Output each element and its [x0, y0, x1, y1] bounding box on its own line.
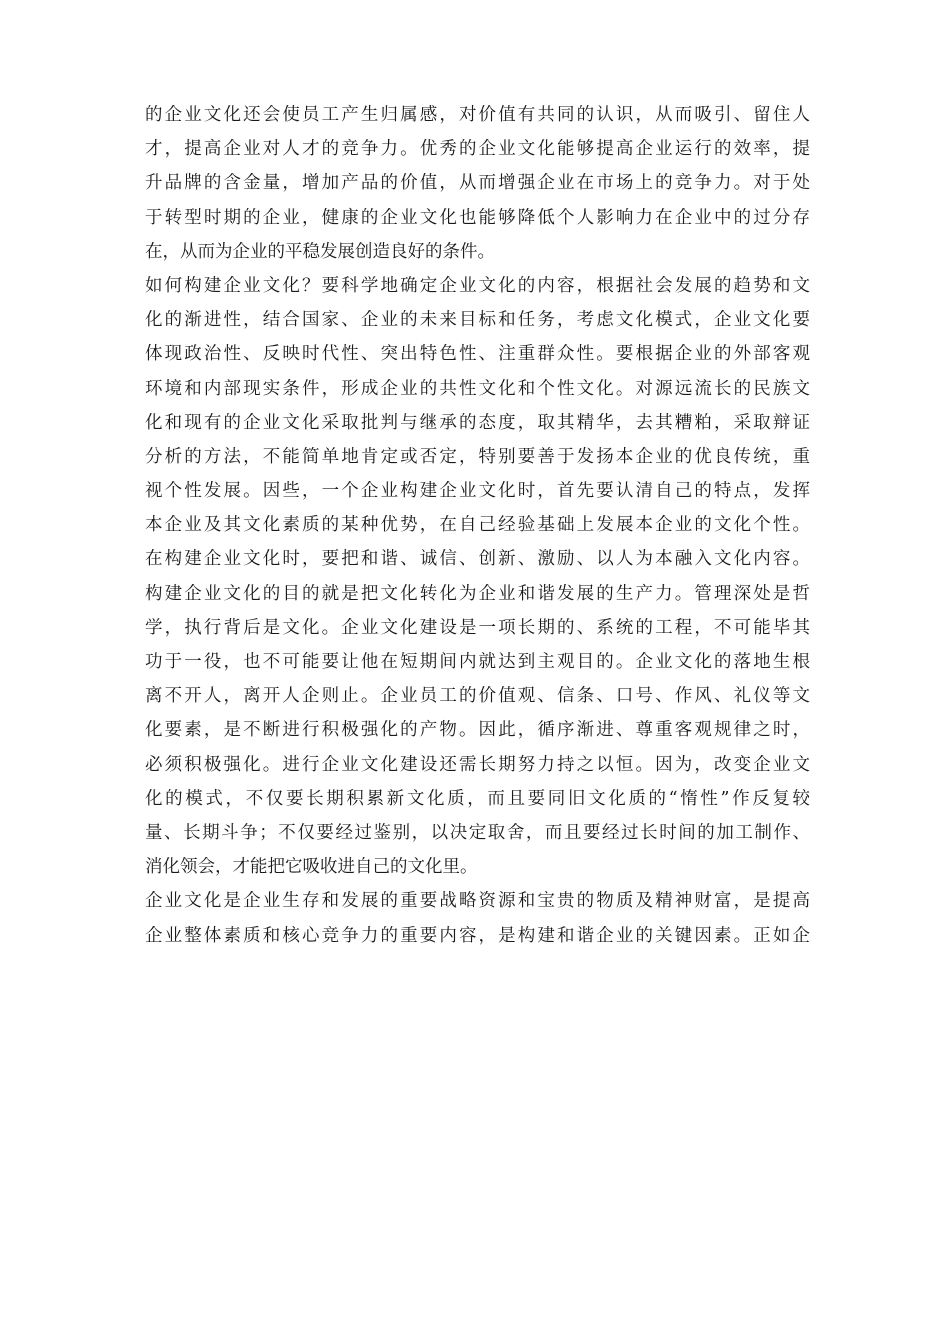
text-line: 企业整体素质和核心竞争力的重要内容，是构建和谐企业的关键因素。正如企: [145, 925, 810, 946]
text-line: 在构建企业文化时，要把和谐、诚信、创新、激励、以人为本融入文化内容。: [145, 549, 810, 570]
paragraph-1: [145, 98, 810, 269]
text-line: 环境和内部现实条件，形成企业的共性文化和个性文化。对源远流长的民族文: [145, 378, 810, 399]
text-line: 必须积极强化。进行企业文化建设还需长期努力持之以恒。因为，改变企业文: [145, 754, 810, 775]
text-line: 本企业及其文化素质的某种优势，在自己经验基础上发展本企业的文化个性。: [145, 515, 810, 536]
text-line: 学，执行背后是文化。企业文化建设是一项长期的、系统的工程，不可能毕其: [145, 617, 810, 638]
text-line: 分析的方法，不能简单地肯定或否定，特别要善于发扬本企业的优良传统，重: [145, 446, 810, 467]
text-line: 于转型时期的企业，健康的企业文化也能够降低个人影响力在企业中的过分存: [145, 207, 810, 228]
text-line: 体现政治性、反映时代性、突出特色性、注重群众性。要根据企业的外部客观: [145, 344, 810, 365]
text-line: 离不开人，离开人企则止。企业员工的价值观、信条、口号、作风、礼仪等文: [145, 686, 810, 707]
document-body: [145, 98, 810, 953]
text-line: 化要素，是不断进行积极强化的产物。因此，循序渐进、尊重客观规律之时，: [145, 720, 810, 741]
text-line: 升品牌的含金量，增加产品的价值，从而增强企业在市场上的竞争力。对于处: [145, 173, 810, 194]
text-line: 化的渐进性，结合国家、企业的未来目标和任务，考虑文化模式，企业文化要: [145, 310, 810, 331]
text-line: 在，从而为企业的平稳发展创造良好的条件。: [145, 241, 495, 262]
text-line: 的企业文化还会使员工产生归属感，对价值有共同的认识，从而吸引、留住人: [145, 105, 810, 125]
text-line: 量、长期斗争；不仅要经过鉴别，以决定取舍，而且要经过长时间的加工制作、: [145, 822, 810, 843]
text-line: 才，提高企业对人才的竞争力。优秀的企业文化能够提高企业运行的效率，提: [145, 139, 810, 160]
text-line: 化和现有的企业文化采取批判与继承的态度，取其精华，去其糟粕，采取辩证: [145, 412, 810, 433]
text-line: 化的模式，不仅要长期积累新文化质，而且要同旧文化质的“惰性”作反复较: [145, 788, 810, 809]
paragraph-3: [145, 884, 810, 952]
text-line: 消化领会，才能把它吸收进自己的文化里。: [145, 857, 478, 878]
text-line: 构建企业文化的目的就是把文化转化为企业和谐发展的生产力。管理深处是哲: [145, 583, 810, 604]
text-line: 功于一役，也不可能要让他在短期间内就达到主观目的。企业文化的落地生根: [145, 652, 810, 672]
text-line: 视个性发展。因些，一个企业构建企业文化时，首先要认清自己的特点，发挥: [145, 481, 810, 502]
text-line: 企业文化是企业生存和发展的重要战略资源和宝贵的物质及精神财富，是提高: [145, 891, 810, 912]
text-line: 如何构建企业文化？要科学地确定企业文化的内容，根据社会发展的趋势和文: [145, 275, 810, 296]
paragraph-2: [145, 269, 810, 884]
